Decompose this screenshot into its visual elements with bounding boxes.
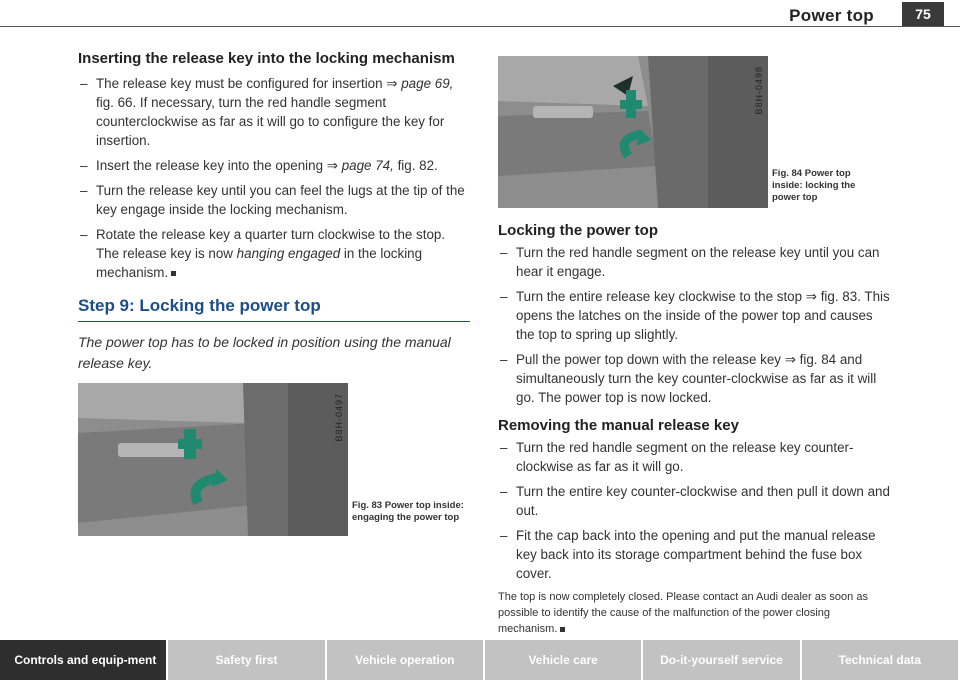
footer-tab-technical-data[interactable]: Technical data [802, 640, 958, 680]
page-number-badge: 75 [902, 2, 944, 26]
list-item: – The release key must be configured for insertion ⇒ page 69, fig. 66. If necessary, turn the red handle segment counterclockwise as far as it will go to configure the key for insertion. [78, 74, 470, 150]
closing-note: The top is now completely closed. Please contact an Audi dealer as soon as possible to identify the cause of the malfunction of the power closing mechanism. [498, 591, 868, 635]
page-reference-link[interactable]: page 74, [341, 158, 394, 173]
footer-tab-vehicle-operation[interactable]: Vehicle operation [327, 640, 483, 680]
list-item: – Turn the entire key counter-clockwise and then pull it down and out. [498, 482, 890, 520]
figure-code: B8H-0498 [754, 66, 764, 115]
figure-code: B8H-0497 [334, 393, 344, 442]
list-item: – Pull the power top down with the release key ⇒ fig. 84 and simultaneously turn the key counter-clockwise as far as it will go. The power top is now locked. [498, 350, 890, 407]
end-marker-icon [560, 627, 565, 632]
footer-tab-vehicle-care[interactable]: Vehicle care [485, 640, 641, 680]
power-top-engaging-illustration-icon [78, 383, 348, 536]
list-item: – Turn the release key until you can feel the lugs at the tip of the key engage inside the locking mechanism. [78, 181, 470, 219]
intro-text: The power top has to be locked in position using the manual release key. [78, 334, 451, 371]
list-item: – Rotate the release key a quarter turn clockwise to the stop. The release key is now hanging engaged in the locking mechanism. [78, 225, 470, 282]
right-column [498, 222, 890, 637]
locking-steps-list [498, 243, 890, 407]
footer-tab-controls[interactable]: Controls and equip-ment [0, 640, 166, 680]
section-title: Power top [789, 6, 874, 25]
footer-nav [0, 640, 960, 680]
left-heading: Inserting the release key into the locking mechanism [78, 50, 455, 67]
header-rule [0, 26, 960, 27]
figure-84-caption: Fig. 84 Power top inside: locking the power top [772, 168, 856, 203]
list-item: – Turn the red handle segment on the release key counter-clockwise as far as it will go. [498, 438, 890, 476]
figure-83-image [78, 383, 348, 536]
list-item: – Fit the cap back into the opening and put the manual release key back into its storage compartment behind the fuse box cover. [498, 526, 890, 583]
footer-tab-safety[interactable]: Safety first [168, 640, 324, 680]
power-top-locking-illustration-icon [498, 56, 768, 208]
list-item: – Turn the entire release key clockwise to the stop ⇒ fig. 83. This opens the latches on the inside of the power top and causes the top to spring up slightly. [498, 287, 890, 344]
figure-84-image [498, 56, 768, 208]
footer-tab-diy-service[interactable]: Do-it-yourself service [643, 640, 799, 680]
page-reference-link[interactable]: page 69, [401, 76, 454, 91]
list-item: – Turn the red handle segment on the release key until you can hear it engage. [498, 243, 890, 281]
insert-steps-list [78, 74, 470, 282]
locking-heading: Locking the power top [498, 222, 658, 239]
removing-heading: Removing the manual release key [498, 417, 739, 434]
end-marker-icon [171, 271, 176, 276]
list-item: – Insert the release key into the opening ⇒ page 74, fig. 82. [78, 156, 470, 175]
step-heading: Step 9: Locking the power top [78, 296, 470, 322]
left-column [78, 50, 470, 374]
removing-steps-list [498, 438, 890, 583]
figure-83-caption: Fig. 83 Power top inside: engaging the power top [352, 500, 464, 523]
